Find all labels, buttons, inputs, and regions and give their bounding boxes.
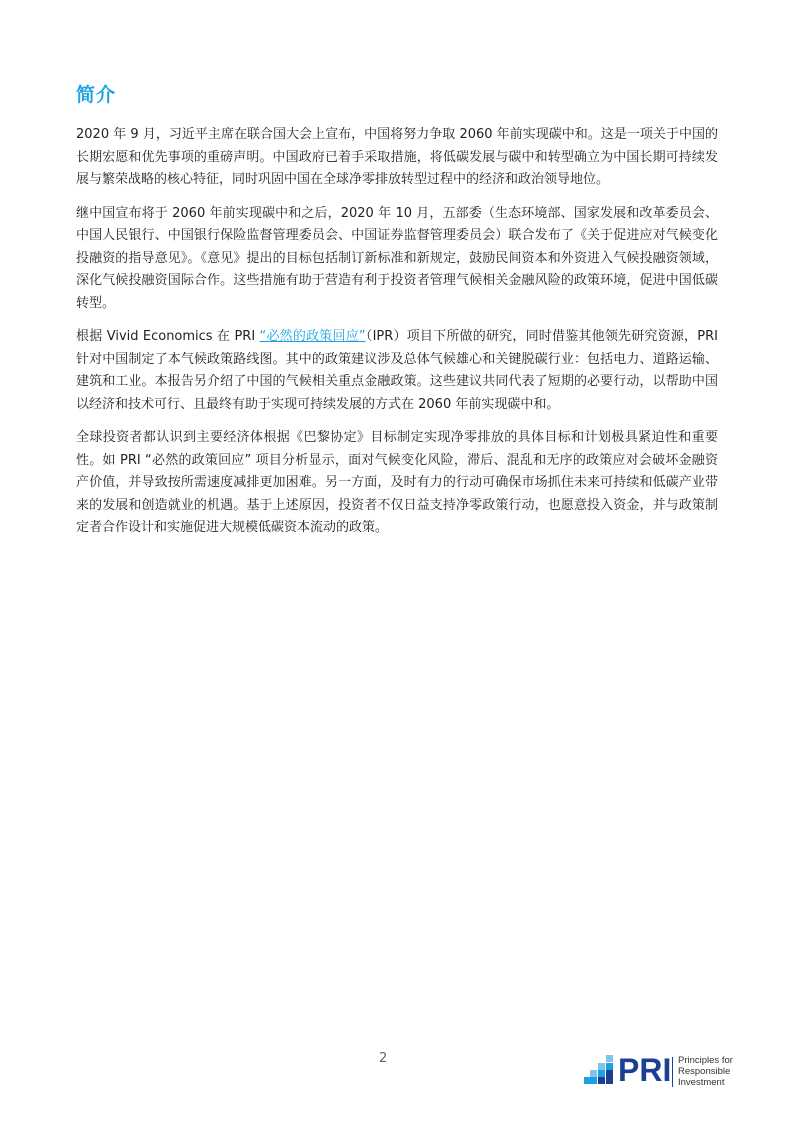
ipr-link[interactable]: “必然的政策回应” [259, 329, 366, 344]
tagline-line-2: Responsible [678, 1066, 731, 1077]
paragraph-2: 继中国宣布将于 2060 年前实现碳中和之后，2020 年 10 月，五部委（生态环境部、国家发展和改革委员会、中国人民银行、中国银行保险监督管理委员会、中国证券监督管理委员会）联合发布了《关于促进应对气候变化投融资的指导意见》。《意见》提出的目标包括制订新标准和新规定，鼓励民间资本和外资进入气候投融资领域，深化气候投融资国际合作。这些措施有助于营造有利于投资者管理气候相关金融风险的政策环境，促进中国低碳转型。 [76, 205, 718, 311]
logo-divider [672, 1057, 673, 1087]
paragraph-3 [76, 326, 718, 416]
section-heading: 简介 [76, 84, 117, 106]
body-content [76, 124, 718, 551]
tagline-line-3: Investment [678, 1077, 725, 1088]
pri-squares-icon [584, 1055, 614, 1085]
paragraph-3-rest: （IPR）项目下所做的研究，同时借鉴其他领先研究资源，PRI 针对中国制定了本气候政策路线图。其中的政策建议涉及总体气候雄心和关键脱碳行业：包括电力、道路运输、建筑和工业。本报告另介绍了中国的气候相关重点金融政策。这些建议共同代表了短期的必要行动，以帮助中国以经济和技术可行、且最终有助于实现可持续发展的方式在 2060 年前实现碳中和。 [76, 329, 718, 412]
paragraph-1: 2020 年 9 月，习近平主席在联合国大会上宣布，中国将努力争取 2060 年前实现碳中和。这是一项关于中国的长期宏愿和优先事项的重磅声明。中国政府已着手采取措施，将低碳发展与碳中和转型确立为中国长期可持续发展与繁荣战略的核心特征，同时巩固中国在全球净零排放转型过程中的经济和政治领导地位。 [76, 127, 718, 187]
pri-wordmark: PRI [618, 1052, 672, 1088]
paragraph-3-lead: 根据 Vivid Economics 在 PRI [76, 329, 260, 344]
pri-tagline [678, 1055, 758, 1088]
page-number: 2 [379, 1051, 388, 1066]
tagline-line-1: Principles for [678, 1055, 733, 1066]
paragraph-4: 全球投资者都认识到主要经济体根据《巴黎协定》目标制定实现净零排放的具体目标和计划极具紧迫性和重要性。如 PRI “必然的政策回应” 项目分析显示，面对气候变化风险，滞后、混乱和无序的政策应对会破坏金融资产价值，并导致按所需速度减排更加困难。另一方面，及时有力的行动可确保市场抓住未来可持续和低碳产业带来的发展和创造就业的机遇。基于上述原因，投资者不仅日益支持净零政策行动，也愿意投入资金，并与政策制定者合作设计和实施促进大规模低碳资本流动的政策。 [76, 430, 718, 535]
